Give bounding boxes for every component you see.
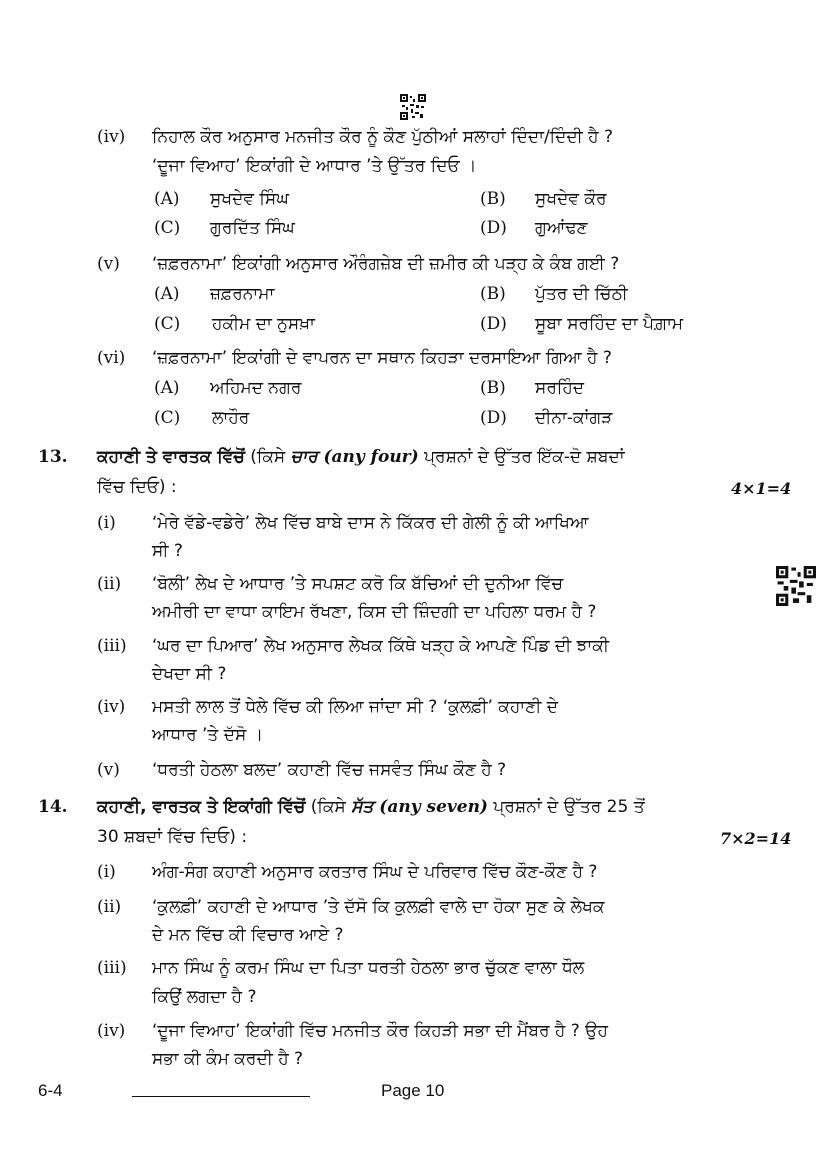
q14-iii-number: (iii) [97, 958, 127, 978]
q12-v-option-c-label: (C) [154, 314, 181, 334]
q14-number: 14. [38, 797, 68, 817]
q12-iv-option-b-text: ਸੁਖਦੇਵ ਕੌਰ [535, 189, 607, 209]
q13-heading [97, 447, 625, 467]
q12-vi-option-d-text: ਦੀਨਾ-ਕਾਂਗੜ [535, 408, 613, 428]
q12-iv-question-line1: ਨਿਹਾਲ ਕੌਰ ਅਨੁਸਾਰ ਮਨਜੀਤ ਕੌਰ ਨੂੰ ਕੌਣ ਪੁੱਠੀਆਂ ਸਲਾਹਾਂ ਦਿੰਦਾ/ਦਿੰਦੀ ਹੈ ? [152, 127, 614, 147]
q14-heading-line2: 30 ਸ਼ਬਦਾਂ ਵਿੱਚ ਦਿਓ) : [97, 827, 248, 847]
q13-i-number: (i) [97, 513, 116, 533]
q13-iii-number: (iii) [97, 636, 127, 656]
q13-iv-number: (iv) [97, 697, 126, 717]
q12-iv-option-c-text: ਗੁਰਦਿੱਤ ਸਿੰਘ [210, 218, 295, 238]
q12-vi-option-c-text: ਲਾਹੌਰ [212, 408, 250, 428]
q14-iv-line1: ‘ਦੂਜਾ ਵਿਆਹ’ ਇਕਾਂਗੀ ਵਿੱਚ ਮਨਜੀਤ ਕੌਰ ਕਿਹੜੀ ਸਭਾ ਦੀ ਮੈਂਬਰ ਹੈ ? ਉਹ [152, 1021, 608, 1041]
q14-heading-a: (ਕਿਸੇ [305, 797, 352, 817]
q14-iii-line1: ਮਾਨ ਸਿੰਘ ਨੂੰ ਕਰਮ ਸਿੰਘ ਦਾ ਪਿਤਾ ਧਰਤੀ ਹੇਠਲਾ ਭਾਰ ਚੁੱਕਣ ਵਾਲਾ ਧੌਲ [152, 958, 585, 978]
q12-iv-number: (iv) [97, 127, 126, 147]
q12-iv-option-a-text: ਸੁਖਦੇਵ ਸਿੰਘ [210, 189, 289, 209]
q14-marks: 7×2=14 [720, 829, 792, 848]
q12-vi-question: ‘ਜ਼ਫ਼ਰਨਾਮਾ’ ਇਕਾਂਗੀ ਦੇ ਵਾਪਰਨ ਦਾ ਸਥਾਨ ਕਿਹੜਾ ਦਰਸਾਇਆ ਗਿਆ ਹੈ ? [152, 348, 612, 368]
q12-v-option-a-text: ਜ਼ਫ਼ਰਨਾਮਾ [210, 284, 275, 304]
q12-vi-option-d-label: (D) [480, 408, 507, 428]
q14-heading-d: ਪ੍ਰਸ਼ਨਾਂ ਦੇ ਉੱਤਰ 25 ਤੋਂ [487, 797, 645, 817]
q13-iv-line2: ਆਧਾਰ ’ਤੇ ਦੱਸੋ । [152, 725, 264, 745]
q12-v-question: ‘ਜ਼ਫ਼ਰਨਾਮਾ’ ਇਕਾਂਗੀ ਅਨੁਸਾਰ ਔਰੰਗਜ਼ੇਬ ਦੀ ਜ਼ਮੀਰ ਕੀ ਪੜ੍ਹ ਕੇ ਕੰਬ ਗਈ ? [152, 254, 620, 274]
q12-v-option-a-label: (A) [154, 284, 180, 304]
q13-heading-line2: ਵਿੱਚ ਦਿਓ) : [97, 477, 177, 497]
q13-i-line2: ਸੀ ? [152, 541, 183, 561]
q12-iv-question-line2: ‘ਦੂਜਾ ਵਿਆਹ’ ਇਕਾਂਗੀ ਦੇ ਆਧਾਰ ’ਤੇ ਉੱਤਰ ਦਿਓ । [152, 156, 477, 176]
q12-vi-option-a-label: (A) [154, 378, 180, 398]
q12-vi-number: (vi) [97, 348, 126, 368]
q12-iv-option-d-label: (D) [480, 218, 507, 238]
q13-heading-count: ਚਾਰ [290, 447, 318, 467]
q13-ii-number: (ii) [97, 574, 122, 594]
q14-ii-number: (ii) [97, 897, 122, 917]
q14-i-number: (i) [97, 862, 116, 882]
q14-heading-bold: ਕਹਾਣੀ, ਵਾਰਤਕ ਤੇ ਇਕਾਂਗੀ ਵਿੱਚੋਂ [97, 797, 306, 817]
q13-heading-any: (any four) [317, 447, 419, 467]
qr-code-side-icon [776, 566, 816, 606]
q13-ii-line1: ‘ਬੋਲੀ’ ਲੇਖ ਦੇ ਆਧਾਰ ’ਤੇ ਸਪਸ਼ਟ ਕਰੋ ਕਿ ਬੱਚਿਆਂ ਦੀ ਦੁਨੀਆ ਵਿੱਚ [152, 574, 564, 594]
q12-v-option-b-text: ਪੁੱਤਰ ਦੀ ਚਿੱਠੀ [535, 284, 628, 304]
footer-code: 6-4 [38, 1081, 63, 1100]
q12-v-number: (v) [97, 254, 120, 274]
q13-v-number: (v) [97, 760, 120, 780]
q13-i-line1: ‘ਮੇਰੇ ਵੱਡੇ-ਵਡੇਰੇ’ ਲੇਖ ਵਿੱਚ ਬਾਬੇ ਦਾਸ ਨੇ ਕਿੱਕਰ ਦੀ ਗੇਲੀ ਨੂੰ ਕੀ ਆਖਿਆ [152, 513, 589, 533]
q14-heading-any: (any seven) [373, 797, 488, 817]
q12-v-option-d-label: (D) [480, 314, 507, 334]
q12-vi-option-a-text: ਅਹਿਮਦ ਨਗਰ [210, 378, 302, 398]
q14-i-line1: ਅੰਗ-ਸੰਗ ਕਹਾਣੀ ਅਨੁਸਾਰ ਕਰਤਾਰ ਸਿੰਘ ਦੇ ਪਰਿਵਾਰ ਵਿੱਚ ਕੌਣ-ਕੌਣ ਹੈ ? [152, 862, 598, 882]
q12-v-option-c-text: ਹਕੀਮ ਦਾ ਨੁਸਖ਼ਾ [212, 314, 315, 334]
q13-marks: 4×1=4 [731, 479, 792, 498]
q12-iv-option-c-label: (C) [154, 218, 181, 238]
q13-iv-line1: ਮਸਤੀ ਲਾਲ ਤੋਂ ਧੇਲੇ ਵਿੱਚ ਕੀ ਲਿਆ ਜਾਂਦਾ ਸੀ ? ‘ਕੁਲਫ਼ੀ’ ਕਹਾਣੀ ਦੇ [152, 697, 559, 717]
q14-ii-line1: ‘ਕੁਲਫ਼ੀ’ ਕਹਾਣੀ ਦੇ ਆਧਾਰ ’ਤੇ ਦੱਸੋ ਕਿ ਕੁਲਫ਼ੀ ਵਾਲੇ ਦਾ ਹੋਕਾ ਸੁਣ ਕੇ ਲੇਖਕ [152, 897, 605, 917]
q13-ii-line2: ਅਮੀਰੀ ਦਾ ਵਾਧਾ ਕਾਇਮ ਰੱਖਣਾ, ਕਿਸ ਦੀ ਜ਼ਿੰਦਗੀ ਦਾ ਪਹਿਲਾ ਧਰਮ ਹੈ ? [152, 602, 597, 622]
q14-iv-line2: ਸਭਾ ਕੀ ਕੰਮ ਕਰਦੀ ਹੈ ? [152, 1049, 304, 1069]
q14-iii-line2: ਕਿਉਂ ਲਗਦਾ ਹੈ ? [152, 987, 257, 1007]
q12-iv-option-a-label: (A) [154, 189, 180, 209]
q12-vi-option-b-label: (B) [480, 378, 506, 398]
q12-vi-option-c-label: (C) [154, 408, 181, 428]
q12-iv-option-b-label: (B) [480, 189, 506, 209]
q13-iii-line1: ‘ਘਰ ਦਾ ਪਿਆਰ’ ਲੇਖ ਅਨੁਸਾਰ ਲੇਖਕ ਕਿੱਥੇ ਖੜ੍ਹ ਕੇ ਆਪਣੇ ਪਿੰਡ ਦੀ ਝਾਕੀ [152, 636, 609, 656]
q13-iii-line2: ਦੇਖਦਾ ਸੀ ? [152, 664, 227, 684]
q13-heading-d: ਪ੍ਰਸ਼ਨਾਂ ਦੇ ਉੱਤਰ ਇੱਕ-ਦੋ ਸ਼ਬਦਾਂ [418, 447, 625, 467]
q12-v-option-b-label: (B) [480, 284, 506, 304]
footer-rule [132, 1096, 310, 1097]
page-number: Page 10 [381, 1081, 445, 1100]
q14-heading-count: ਸੱਤ [351, 797, 374, 817]
q12-v-option-d-text: ਸੂਬਾ ਸਰਹਿੰਦ ਦਾ ਪੈਗ਼ਾਮ [535, 314, 684, 334]
q14-ii-line2: ਦੇ ਮਨ ਵਿੱਚ ਕੀ ਵਿਚਾਰ ਆਏ ? [152, 925, 344, 945]
qr-code-top-icon [400, 94, 426, 120]
q12-vi-option-b-text: ਸਰਹਿੰਦ [535, 378, 585, 398]
q12-iv-option-d-text: ਗੁਆਂਢਣ [535, 218, 588, 238]
q13-number: 13. [38, 447, 68, 467]
q14-heading [97, 797, 645, 817]
q13-heading-a: (ਕਿਸੇ [244, 447, 291, 467]
q14-iv-number: (iv) [97, 1021, 126, 1041]
q13-heading-bold: ਕਹਾਣੀ ਤੇ ਵਾਰਤਕ ਵਿੱਚੋਂ [97, 447, 245, 467]
q13-v-line1: ‘ਧਰਤੀ ਹੇਠਲਾ ਬਲਦ’ ਕਹਾਣੀ ਵਿੱਚ ਜਸਵੰਤ ਸਿੰਘ ਕੌਣ ਹੈ ? [152, 760, 507, 780]
